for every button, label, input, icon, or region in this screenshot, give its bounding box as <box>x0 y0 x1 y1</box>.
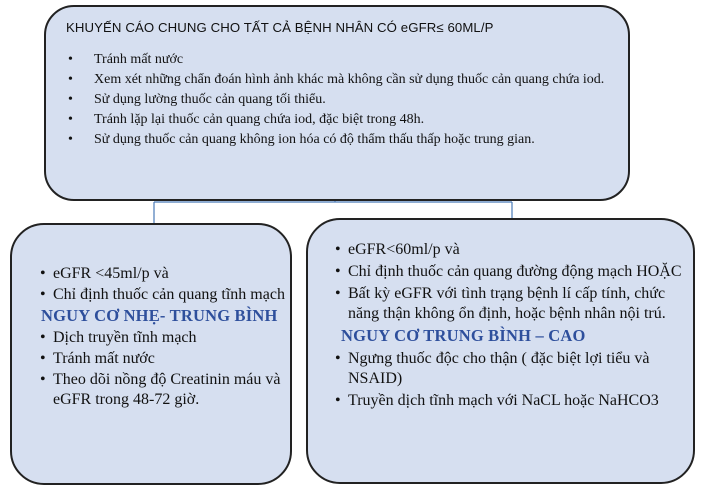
recommendation-item: • Xem xét những chẩn đoán hình ảnh khác mà không cần sử dụng thuốc cản quang chứa iod. <box>94 71 614 88</box>
criteria-text: eGFR<60ml/p và <box>348 241 460 258</box>
action-text: Dịch truyền tĩnh mạch <box>53 329 197 346</box>
bullet-icon: • <box>335 350 341 367</box>
risk-label-mild-moderate: NGUY CƠ NHẸ- TRUNG BÌNH <box>41 306 278 325</box>
criteria-text: eGFR <45ml/p và <box>53 265 169 282</box>
criteria-text: Chỉ định thuốc cản quang tĩnh mạch <box>53 286 285 303</box>
moderate-high-risk-box <box>306 218 695 484</box>
bullet-icon: • <box>335 392 341 409</box>
bullet-icon: • <box>40 329 46 346</box>
action-item <box>40 328 285 348</box>
bullet-icon: • <box>40 371 46 388</box>
bullet-icon: • <box>40 350 46 367</box>
risk-label-item <box>341 326 683 347</box>
criteria-item <box>40 285 285 305</box>
criteria-item <box>335 240 683 260</box>
criteria-text: Chỉ định thuốc cản quang đường động mạch HOẶC <box>348 263 682 280</box>
general-recommendations-list <box>94 51 614 151</box>
action-text: Theo dõi nồng độ Creatinin máu và eGFR trong 48-72 giờ. <box>53 371 281 408</box>
criteria-item <box>335 262 683 282</box>
action-item <box>335 349 683 389</box>
criteria-text: Bất kỳ eGFR với tình trạng bệnh lí cấp tính, chức năng thận không ổn định, hoặc bệnh nhân nội trú. <box>348 285 666 322</box>
recommendation-item: • Sử dụng lường thuốc cản quang tối thiểu. <box>94 91 614 108</box>
general-recommendations-title: KHUYẾN CÁO CHUNG CHO TẤT CẢ BỆNH NHÂN CÓ eGFR≤ 60ML/P <box>66 20 494 35</box>
bullet-icon: • <box>40 265 46 282</box>
general-recommendations-box <box>44 5 630 201</box>
mild-moderate-risk-box <box>10 223 292 485</box>
criteria-item <box>335 284 683 324</box>
recommendation-item: • Sử dụng thuốc cản quang không ion hóa có độ thẩm thấu thấp hoặc trung gian. <box>94 131 614 148</box>
action-text: Tránh mất nước <box>53 350 155 367</box>
action-text: Ngưng thuốc độc cho thận ( đặc biệt lợi tiểu và NSAID) <box>348 350 650 387</box>
action-text: Truyền dịch tĩnh mạch với NaCL hoặc NaHCO3 <box>348 392 659 409</box>
mild-moderate-risk-list <box>40 264 285 411</box>
bullet-icon: • <box>335 285 341 302</box>
action-item <box>40 370 285 410</box>
recommendation-item: • Tránh lặp lại thuốc cản quang chứa iod, đặc biệt trong 48h. <box>94 111 614 128</box>
bullet-icon: • <box>335 263 341 280</box>
action-item <box>335 391 683 411</box>
bullet-icon: • <box>40 286 46 303</box>
moderate-high-risk-list <box>335 240 683 413</box>
criteria-item <box>40 264 285 284</box>
risk-label-moderate-high: NGUY CƠ TRUNG BÌNH – CAO <box>341 326 586 345</box>
recommendation-item: • Tránh mất nước <box>94 51 614 68</box>
action-item <box>40 349 285 369</box>
risk-label-item <box>41 306 285 327</box>
bullet-icon: • <box>335 241 341 258</box>
